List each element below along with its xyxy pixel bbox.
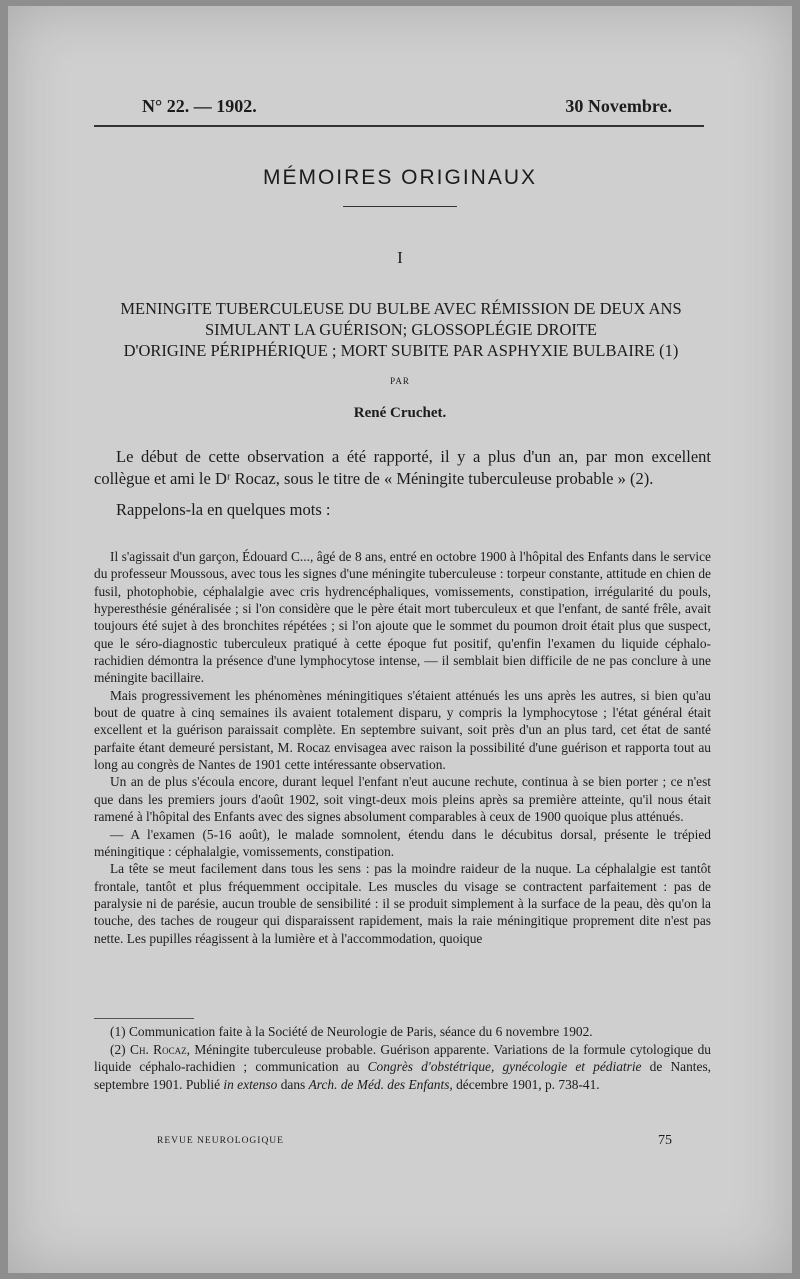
footnote-rule [94, 1018, 194, 1019]
footnote-2-marker: (2) [110, 1041, 126, 1057]
article-title-line: D'ORIGINE PÉRIPHÉRIQUE ; MORT SUBITE PAR ASPHYXIE BULBAIRE (1) [123, 341, 679, 360]
footnote-1: (1) Communication faite à la Société de Neurologie de Paris, séance du 6 novembre 1902. [110, 1024, 593, 1039]
article-numeral: I [397, 248, 403, 267]
footnotes [94, 1023, 711, 1093]
article-title-line: MENINGITE TUBERCULEUSE DU BULBE AVEC RÉMISSION DE DEUX ANS [120, 299, 682, 318]
footnote-2-text: de Nantes, septembre 1901. Publié [94, 1059, 711, 1092]
footnote-2-text: décembre 1901, p. 738-41. [452, 1076, 600, 1092]
footnote-2-text: dans [277, 1076, 309, 1092]
lead-paragraphs [94, 446, 711, 521]
author-name: René Cruchet. [353, 405, 447, 421]
body-paragraph: Il s'agissait d'un garçon, Édouard C..., âgé de 8 ans, entré en octobre 1900 à l'hôpital des Enfants dans le service du professeur Moussous, avec tous les signes d'une méningite tuberculeuse : torpeur constante, attitude en chien de fusil, photophobie, céphalalgie avec cris hydrencéphaliques, vomissements, constipation, irrégularité du pouls, hyperesthésie généralisée ; si l'on considère que le père était mort tuberculeux et que l'enfant, de santé frêle, avait toujours été sujet à des bronchites répétées ; si l'on ajoute que le sommet du poumon droit était plus que suspect, que le séro-diagnostic tuberculeux pratiqué à cette époque fut positif, qu'enfin l'examen du liquide céphalo-rachidien démontra la présence d'une lymphocytose intense, — il semblait bien difficile de ne pas conclure à une méningite bacillaire. [94, 549, 711, 686]
section-title: MÉMOIRES ORIGINAUX [262, 166, 538, 189]
footnote-2-journal: Arch. de Méd. des Enfants, [308, 1076, 453, 1092]
section-divider [343, 206, 457, 207]
body-paragraph: Un an de plus s'écoula encore, durant lequel l'enfant n'eut aucune rechute, continua à se bien porter ; ce n'est que dans les premiers jours d'août 1902, soit vingt-deux mois pleins après sa première atteinte, qu'il nous était ramené à l'hôpital des Enfants avec des signes absolument comparables à ceux de 1900 quoique plus atténués. [94, 774, 711, 825]
lead-paragraph: Rappelons-la en quelques mots : [116, 500, 331, 519]
header-rule [94, 125, 704, 127]
body-paragraph: — A l'examen (5-16 août), le malade somnolent, étendu dans le décubitus dorsal, présente le trépied méningitique : céphalalgie, vomissements, constipation. [94, 826, 711, 859]
page-number: 75 [658, 1133, 672, 1148]
article-title [90, 298, 712, 361]
footnote-2 [94, 1041, 711, 1094]
par-label: PAR [390, 376, 410, 386]
body-paragraph: La tête se meut facilement dans tous les sens : pas la moindre raideur de la nuque. La céphalalgie est tantôt frontale, tantôt et plus fréquemment occipitale. Les muscles du visage se contractent parfaitement : pas de paralysie ni de parésie, aucun trouble de sensibilité : il se produit simplement à la surface de la peau, dès qu'on la touche, des taches de rougeur qui disparaissent rapidement, mais la raie méningitique proprement dite n'est pas nette. Les pupilles réagissent à la lumière et à l'accommodation, quoique [94, 861, 711, 946]
lead-paragraph: Le début de cette observation a été rapporté, il y a plus d'un an, par mon excellent collègue et ami le Dʳ Rocaz, sous le titre de « Méningite tuberculeuse probable » (2). [94, 447, 711, 488]
body-paragraph: Mais progressivement les phénomènes méningitiques s'étaient atténués les uns après les autres, si bien qu'au bout de quatre à cinq semaines ils avaient totalement disparu, y compris la lymphocytose ; l'état général était excellent et la guérison paraissait complète. En septembre suivant, soit près d'un an plus tard, cet état de santé parfaite étant demeuré persistant, M. Rocaz envisagea avec raison la possibilité d'une guérison et rapporta tout au long au congrès de Nantes de 1901 cette intéressante observation. [94, 687, 711, 773]
issue-date: 30 Novembre. [565, 96, 672, 116]
body-text [94, 548, 711, 947]
article-title-line: SIMULANT LA GUÉRISON; GLOSSOPLÉGIE DROITE [204, 320, 598, 339]
issue-number: N° 22. — 1902. [142, 96, 257, 116]
footnote-2-text: Méningite tuberculeuse probable. Guérison apparente. Variations de la formule cytologique du liquide céphalo-rachidien ; communication au [94, 1041, 711, 1074]
footnote-2-congress: Congrès d'obstétrique, gynécologie et pédiatrie [367, 1059, 642, 1074]
journal-name: REVUE NEUROLOGIQUE [157, 1136, 284, 1146]
footnote-2-extenso: in extenso [223, 1076, 278, 1092]
footnote-2-author: Ch. Rocaz, [130, 1041, 190, 1057]
